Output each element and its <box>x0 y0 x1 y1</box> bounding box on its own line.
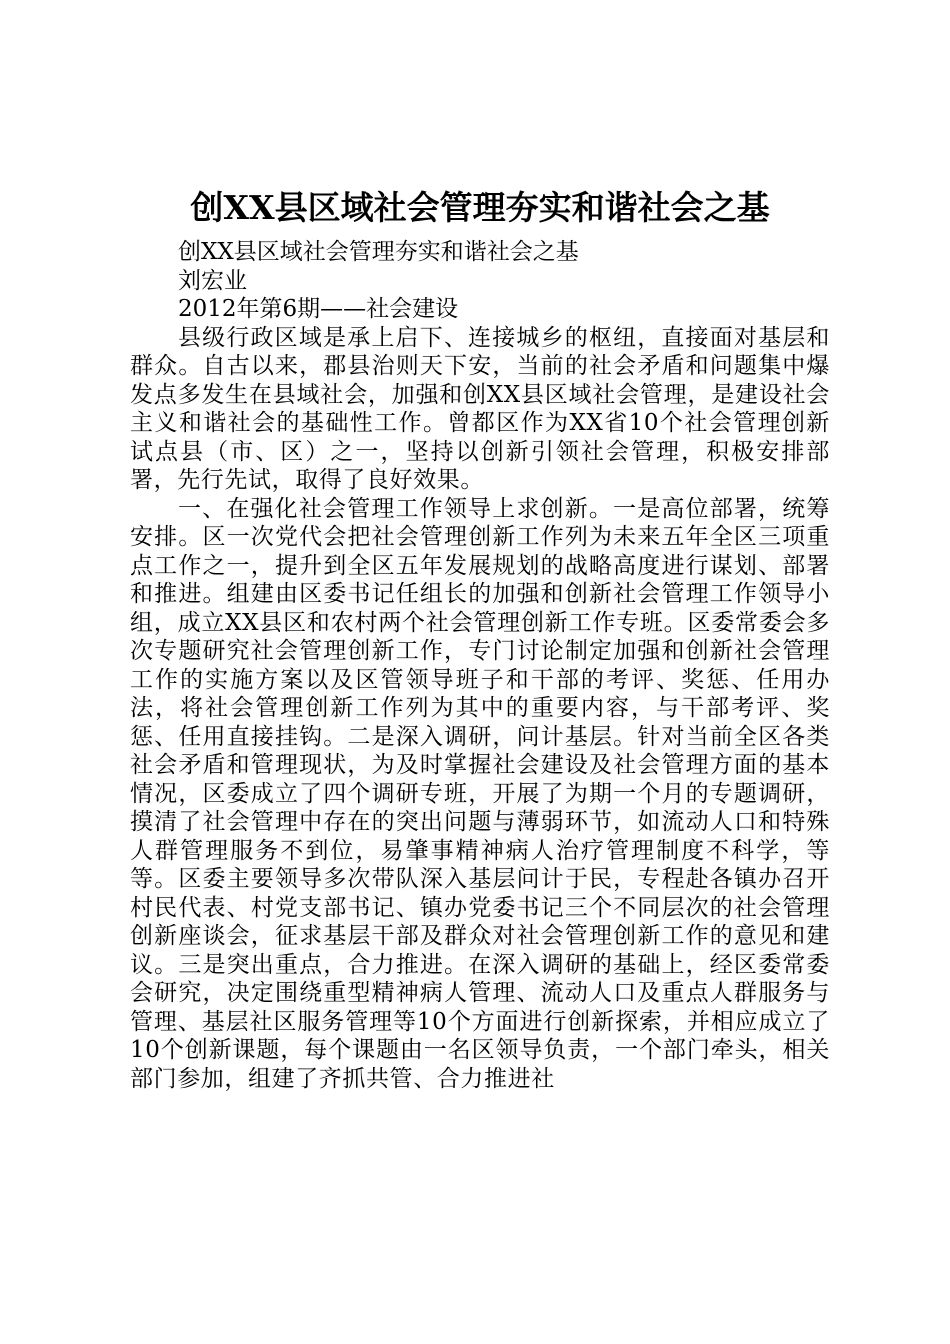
document-page <box>130 186 830 1093</box>
document-title: 创XX县区域社会管理夯实和谐社会之基 <box>190 188 770 227</box>
body-paragraph-intro: 县级行政区域是承上启下、连接城乡的枢纽，直接面对基层和群众。自古以来，郡县治则天下安，当前的社会矛盾和问题集中爆发点多发生在县域社会，加强和创XX县区域社会管理，是建设社会主义和谐社会的基础性工作。曾都区作为XX省10个社会管理创新试点县（市、区）之一，坚持以创新引领社会管理，积极安排部署，先行先试，取得了良好效果。 <box>130 324 830 493</box>
document-issue: 2012年第6期——社会建设 <box>178 296 459 322</box>
body-paragraph-section-one: 一、在强化社会管理工作领导上求创新。一是高位部署，统筹安排。区一次党代会把社会管理创新工作列为未来五年全区三项重点工作之一，提升到全区五年发展规划的战略高度进行谋划、部署和推进。组建由区委书记任组长的加强和创新社会管理工作领导小组，成立XX县区和农村两个社会管理创新工作专班。区委常委会多次专题研究社会管理创新工作，专门讨论制定加强和创新社会管理工作的实施方案以及区管领导班子和干部的考评、奖惩、任用办法，将社会管理创新工作列为其中的重要内容，与干部考评、奖惩、任用直接挂钩。二是深入调研，问计基层。针对当前全区各类社会矛盾和管理现状，为及时掌握社会建设及社会管理方面的基本情况，区委成立了四个调研专班，开展了为期一个月的专题调研，摸清了社会管理中存在的突出问题与薄弱环节，如流动人口和特殊人群管理服务不到位，易肇事精神病人治疗管理制度不科学，等等。区委主要领导多次带队深入基层问计于民，专程赴各镇办召开村民代表、村党支部书记、镇办党委书记三个不同层次的社会管理创新座谈会，征求基层干部及群众对社会管理创新工作的意见和建议。三是突出重点，合力推进。在深入调研的基础上，经区委常委会研究，决定围绕重型精神病人管理、流动人口及重点人群服务与管理、基层社区服务管理等10个方面进行创新探索，并相应成立了10个创新课题，每个课题由一名区领导负责，一个部门牵头，相关部门参加，组建了齐抓共管、合力推进社 <box>130 495 830 1092</box>
document-subtitle: 创XX县区域社会管理夯实和谐社会之基 <box>178 239 579 265</box>
document-author: 刘宏业 <box>178 267 247 294</box>
